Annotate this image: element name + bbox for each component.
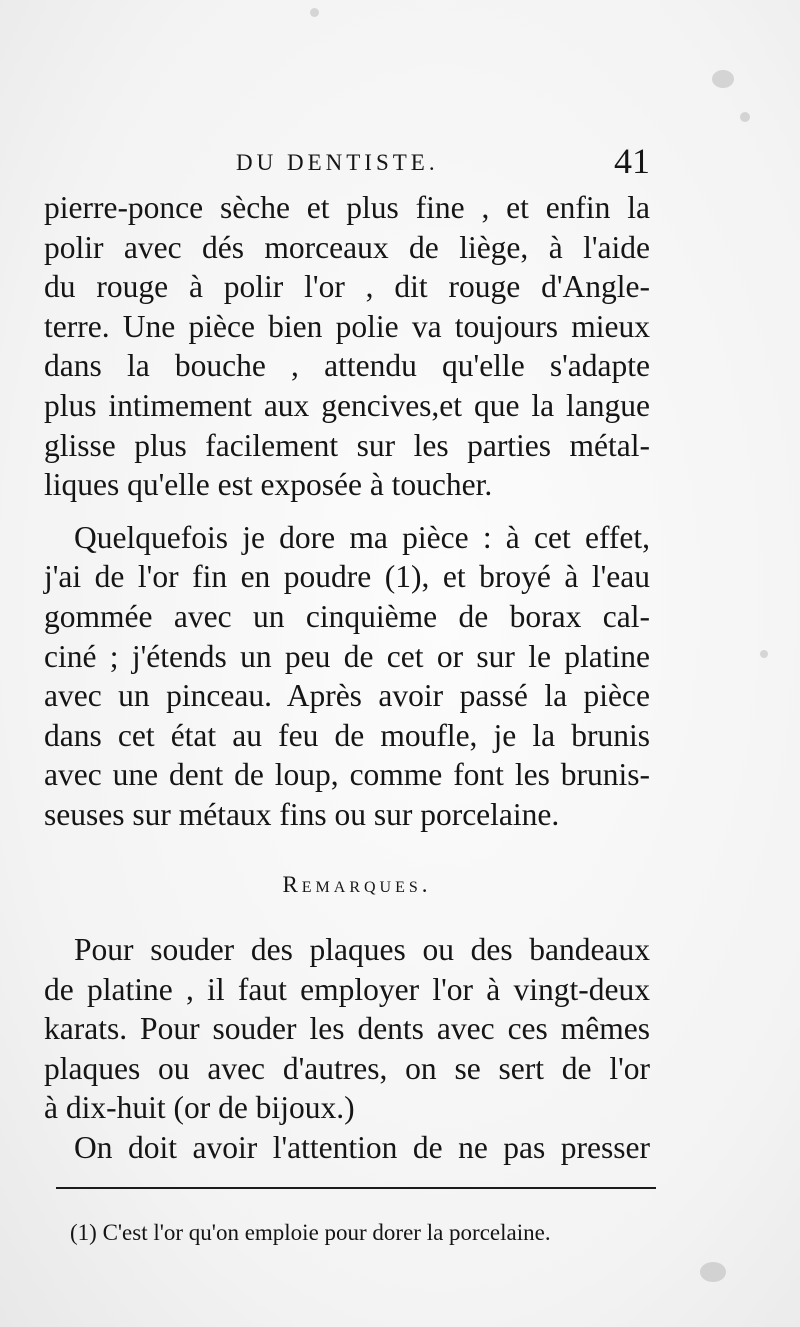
text-line: j'ai de l'or fin en poudre (1), et broyé à l'eau — [44, 559, 650, 595]
paragraph-4 — [44, 1128, 650, 1168]
text-line: de platine , il faut employer l'or à vingt-deux — [44, 971, 650, 1007]
page-number: 41 — [614, 141, 650, 181]
text-line: ciné ; j'étends un peu de cet or sur le platine — [44, 638, 650, 674]
text-line: Pour souder des plaques ou des bandeaux — [74, 932, 650, 968]
paper-speck — [700, 1262, 726, 1282]
footnote: (1) C'est l'or qu'on emploie pour dorer la porcelaine. — [70, 1220, 551, 1245]
text-line: terre. Une pièce bien polie va toujours mieux — [44, 308, 650, 344]
page-header — [236, 140, 656, 190]
text-line: plaques ou avec d'autres, on se sert de l'or — [44, 1050, 650, 1086]
text-line: pierre-ponce sèche et plus fine , et enfin la — [44, 190, 650, 225]
paper-speck — [310, 8, 319, 17]
paper-speck — [740, 112, 750, 122]
footnote-divider — [56, 1187, 656, 1189]
text-line: avec un pinceau. Après avoir passé la pièce — [44, 678, 650, 714]
text-line: On doit avoir l'attention de ne pas presser — [74, 1130, 650, 1166]
text-line: avec une dent de loup, comme font les brunis- — [44, 757, 650, 793]
text-line: seuses sur métaux fins ou sur porcelaine. — [44, 796, 560, 832]
text-line: à dix-huit (or de bijoux.) — [44, 1090, 355, 1126]
paper-speck — [760, 650, 768, 658]
body-text — [44, 188, 650, 1168]
text-line: du rouge à polir l'or , dit rouge d'Angle- — [44, 269, 650, 305]
text-line: glisse plus facilement sur les parties métal- — [44, 427, 650, 463]
running-head: DU DENTISTE. — [236, 150, 439, 175]
paragraph-3 — [44, 930, 650, 1128]
text-line: liques qu'elle est exposée à toucher. — [44, 467, 493, 503]
text-line: gommée avec un cinquième de borax cal- — [44, 598, 650, 634]
text-line: plus intimement aux gencives,et que la langue — [44, 387, 650, 423]
text-line: dans la bouche , attendu qu'elle s'adapte — [44, 348, 650, 384]
paper-speck — [712, 70, 734, 88]
text-line: polir avec dés morceaux de liège, à l'aide — [44, 229, 650, 265]
text-line: dans cet état au feu de moufle, je la brunis — [44, 717, 650, 753]
section-title: Remarques. — [282, 871, 432, 897]
paragraph-2 — [44, 518, 650, 835]
text-line: karats. Pour souder les dents avec ces mêmes — [44, 1011, 650, 1047]
paragraph-1 — [44, 188, 650, 505]
text-line: Quelquefois je dore ma pièce : à cet effet, — [74, 519, 650, 555]
